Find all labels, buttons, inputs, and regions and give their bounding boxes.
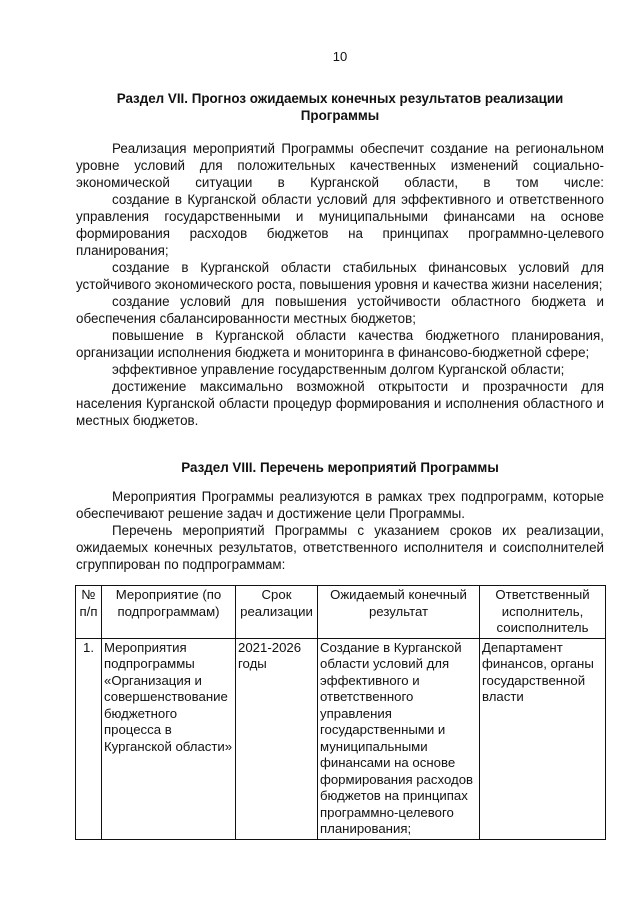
page-number: 10 — [332, 49, 348, 64]
program-activities-table — [75, 585, 606, 840]
cell-executor: Департамент финансов, органы государственной власти — [480, 638, 606, 839]
section-8-paragraph: Перечень мероприятий Программы с указанием сроков их реализации, ожидаемых конечных результатов, ответственного исполнителя и соисполнителей сгруппирован по подпрограммам: — [76, 523, 604, 572]
cell-result: Создание в Курганской области условий для эффективного и ответственного управления государственными и муниципальными финансами на основе формирования расходов бюджетов на принципах программно-целевого планирования; — [318, 638, 480, 839]
section-7-item: повышение в Курганской области качества бюджетного планирования, организации исполнения бюджета и мониторинга в финансово-бюджетной сфере; — [76, 328, 604, 360]
header-result: Ожидаемый конечный результат — [318, 586, 480, 639]
section-7-item: достижение максимально возможной открытости и прозрачности для населения Курганской области процедур формирования и исполнения областного и местных бюджетов. — [76, 379, 604, 428]
section-7-title: Раздел VII. Прогноз ожидаемых конечных результатов реализации Программы — [116, 91, 564, 123]
section-7-item: создание условий для повышения устойчивости областного бюджета и обеспечения сбалансированности местных бюджетов; — [76, 294, 604, 326]
section-8-paragraph: Мероприятия Программы реализуются в рамках трех подпрограмм, которые обеспечивают решение задач и достижение цели Программы. — [76, 489, 604, 521]
section-7-item: эффективное управление государственным долгом Курганской области; — [112, 362, 565, 377]
header-number: № п/п — [76, 586, 102, 639]
header-term: Срок реализации — [236, 586, 318, 639]
section-8-body — [76, 488, 604, 573]
section-7-item: создание в Курганской области стабильных финансовых условий для устойчивого экономического роста, повышения уровня и качества жизни населения; — [76, 260, 604, 292]
section-7-intro: Реализация мероприятий Программы обеспечит создание на региональном уровне условий для положительных качественных изменений социально-экономической ситуации в Курганской области, в том числе: — [76, 141, 604, 190]
header-activity: Мероприятие (по подпрограммам) — [102, 586, 236, 639]
section-8-title: Раздел VIII. Перечень мероприятий Программы — [181, 460, 499, 475]
cell-activity: Мероприятия подпрограммы «Организация и совершенствование бюджетного процесса в Курганской области» — [102, 638, 236, 839]
section-7-item: создание в Курганской области условий для эффективного и ответственного управления государственными и муниципальными финансами на основе формирования расходов бюджетов на принципах программно-целевого планирования; — [76, 192, 604, 258]
header-executor: Ответственный исполнитель, соисполнитель — [480, 586, 606, 639]
cell-term: 2021-2026 годы — [236, 638, 318, 839]
section-7-body — [76, 140, 604, 429]
cell-number: 1. — [76, 638, 102, 839]
table-header-row — [76, 586, 606, 639]
table-row — [76, 638, 606, 839]
